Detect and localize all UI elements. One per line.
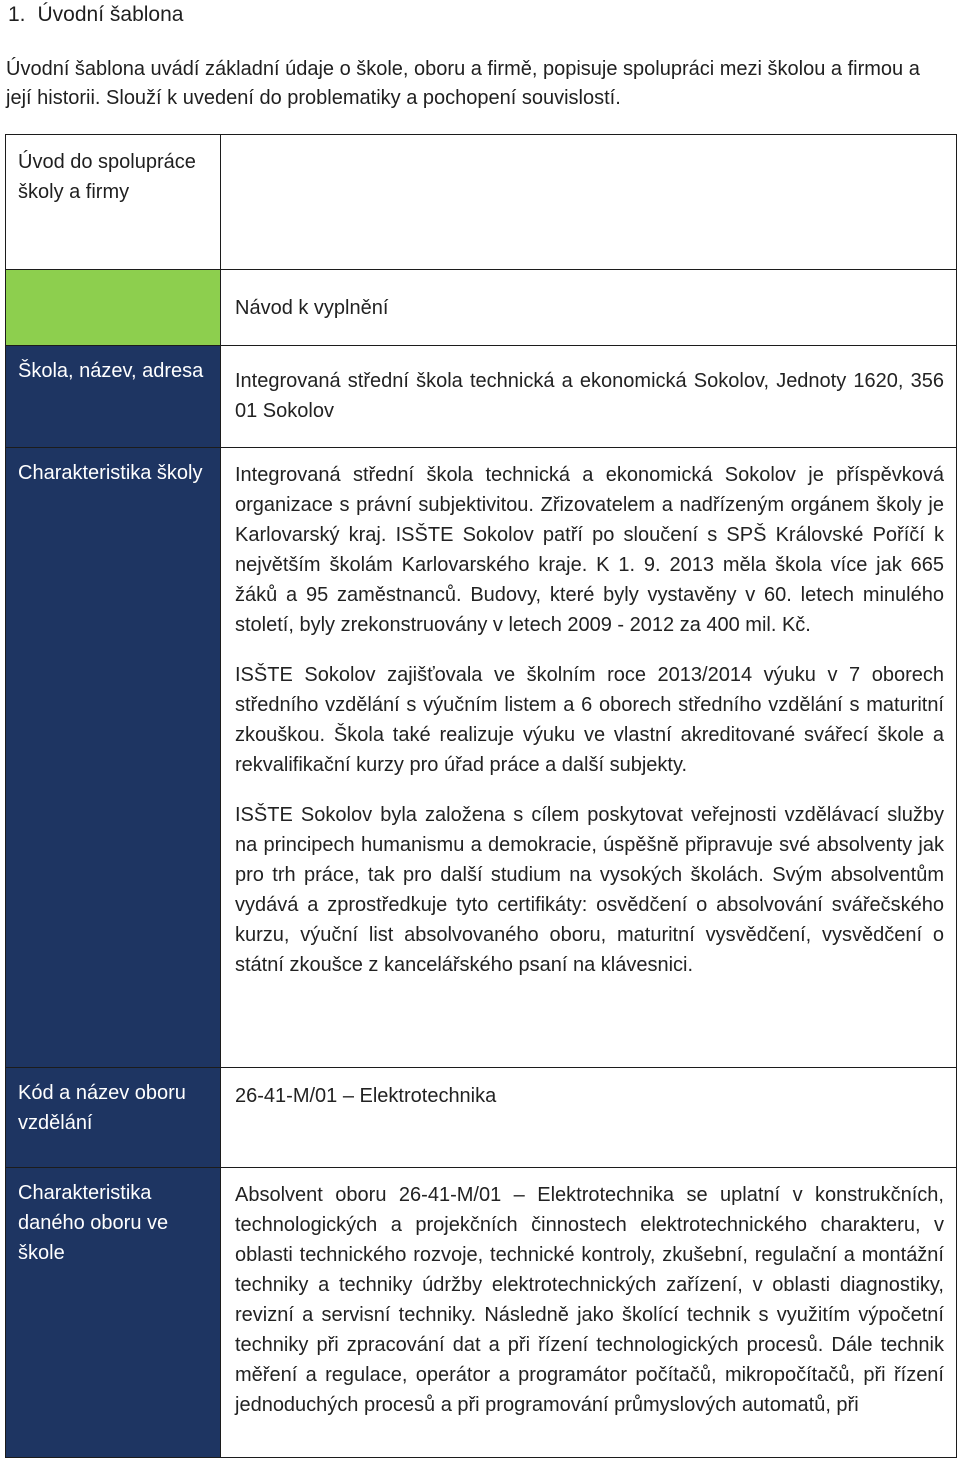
row-label: Kód a název oboru vzdělání xyxy=(18,1082,186,1134)
row-label: Škola, název, adresa xyxy=(18,360,204,382)
table-row xyxy=(6,1168,957,1458)
row-label-cell xyxy=(6,1168,221,1458)
table-row xyxy=(6,346,957,448)
table-row xyxy=(6,448,957,1068)
template-table xyxy=(5,134,957,1458)
header-label-cell xyxy=(6,135,221,270)
header-value-cell xyxy=(221,135,957,270)
header-label: Úvod do spolupráce školy a firmy xyxy=(18,151,196,203)
row-paragraph: 26-41-M/01 – Elektrotechnika xyxy=(235,1085,497,1107)
row-value-cell xyxy=(221,346,957,448)
section-number: 1. xyxy=(8,3,26,26)
row-value-cell xyxy=(221,1068,957,1168)
green-cell xyxy=(6,270,221,346)
table-row xyxy=(6,1068,957,1168)
row-paragraph: ISŠTE Sokolov byla založena s cílem poskytovat veřejnosti vzdělávací služby na principech humanismu a demokracie, úspěšně připravuje své absolventy jak pro trh práce, tak pro další studium na vysokých školách. Svým absolventům vydává a zprostředkuje tyto certifikáty: osvědčení o absolvování svářečského kurzu, výuční list absolvovaného oboru, maturitní vysvědčení, vysvědčení o státní zkoušce z kancelářského psaní na klávesnici. xyxy=(235,804,944,976)
instructions-cell xyxy=(221,270,957,346)
row-label: Charakteristika školy xyxy=(18,462,203,484)
row-paragraph: Integrovaná střední škola technická a ekonomická Sokolov, Jednoty 1620, 356 01 Sokolov xyxy=(235,370,944,422)
section-heading xyxy=(8,3,183,27)
row-paragraph: Integrovaná střední škola technická a ekonomická Sokolov je příspěvková organizace s právní subjektivitou. Zřizovatelem a nadřízeným orgánem školy je Karlovarský kraj. ISŠTE Sokolov patří po sloučení s SPŠ Královské Poříčí k největším školám Karlovarského kraje. K 1. 9. 2013 měla škola více jak 665 žáků a 95 zaměstnanců. Budovy, které byly vystavěny v 60. letech minulého století, byly zrekonstruovány v letech 2009 - 2012 za 400 mil. Kč. xyxy=(235,464,944,636)
instructions-label: Návod k vyplnění xyxy=(235,296,389,319)
table-header-row xyxy=(6,135,957,270)
row-label-cell xyxy=(6,346,221,448)
section-title: Úvodní šablona xyxy=(37,3,184,26)
row-value-cell xyxy=(221,448,957,1068)
intro-paragraph: Úvodní šablona uvádí základní údaje o škole, oboru a firmě, popisuje spolupráci mezi školou a firmou a její historii. Slouží k uvedení do problematiky a pochopení souvislostí. xyxy=(6,58,920,109)
row-label-cell xyxy=(6,448,221,1068)
instructions-row xyxy=(6,270,957,346)
row-value-cell xyxy=(221,1168,957,1458)
row-paragraph: ISŠTE Sokolov zajišťovala ve školním roce 2013/2014 výuku v 7 oborech středního vzdělání s výučním listem a 6 oborech středního vzdělání s maturitní zkouškou. Škola také realizuje výuku ve vlastní akreditované svářecí škole a rekvalifikační kurzy pro úřad práce a další subjekty. xyxy=(235,664,944,776)
row-label-cell xyxy=(6,1068,221,1168)
row-paragraph: Absolvent oboru 26-41-M/01 – Elektrotechnika se uplatní v konstrukčních, technologických a projekčních činnostech elektrotechnického charakteru, v oblasti technického rozvoje, technické kontroly, zkušební, regulační a montážní techniky a techniky údržby elektrotechnických zařízení, v oblasti diagnostiky, revizní a servisní techniky. Následně jako školící technik s využitím výpočetní techniky při zpracování dat a při řízení technologických procesů. Dále technik měření a regulace, operátor a programátor počítačů, mikropočítačů, při řízení jednoduchých procesů a při programování průmyslových automatů, při xyxy=(235,1184,944,1416)
row-label: Charakteristika daného oboru ve škole xyxy=(18,1182,169,1264)
